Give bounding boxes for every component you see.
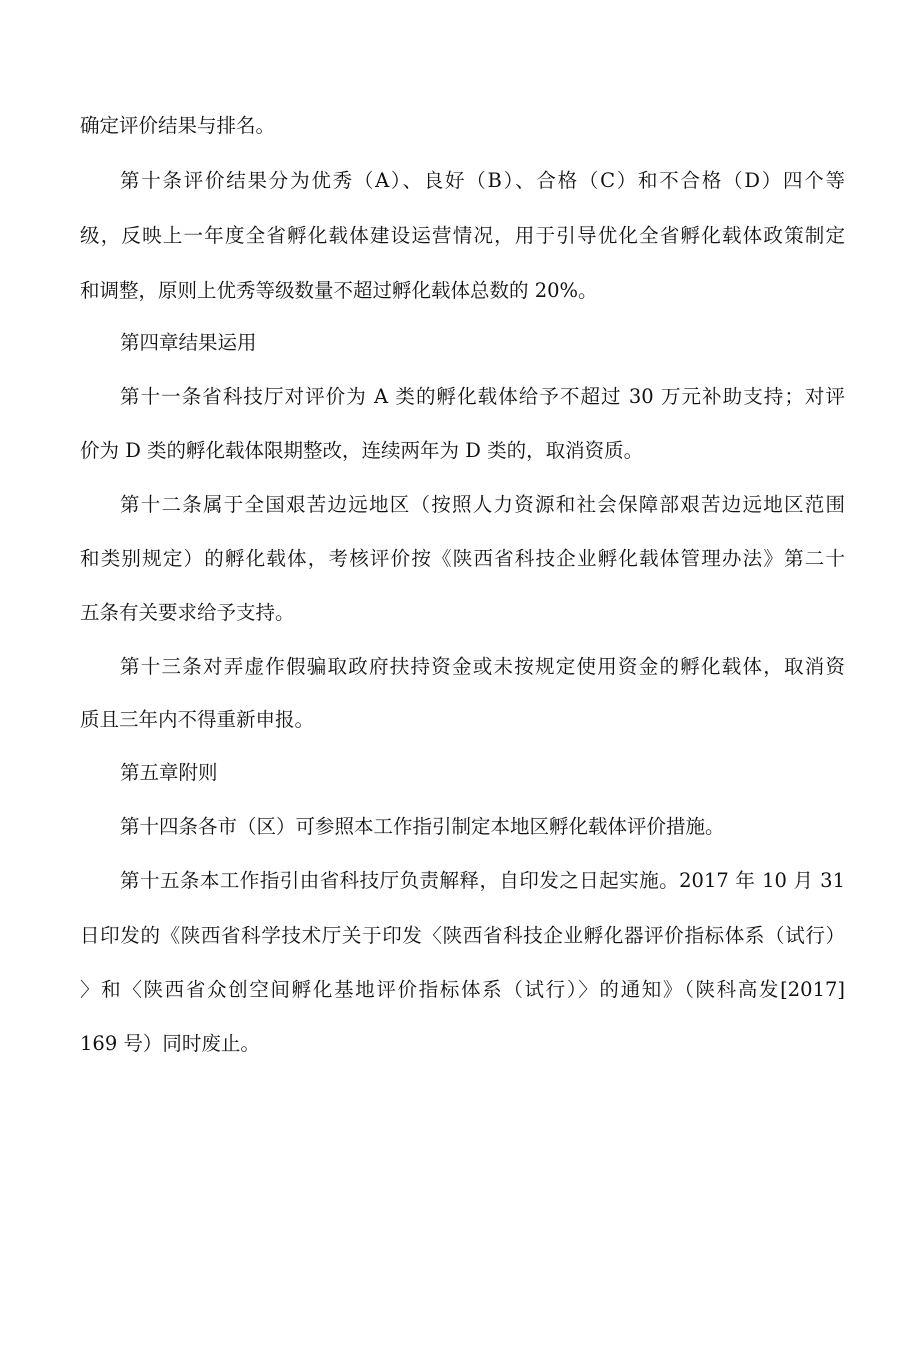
paragraph-line: 169 号）同时废止。: [80, 1032, 260, 1055]
paragraph-line: 第十三条对弄虚作假骗取政府扶持资金或未按规定使用资金的孵化载体，取消资: [120, 655, 845, 678]
paragraph-line: 质且三年内不得重新申报。: [80, 708, 315, 731]
paragraph-line: 日印发的《陕西省科学技术厅关于印发〈陕西省科技企业孵化器评价指标体系（试行）: [80, 924, 845, 947]
paragraph-line: 〉和〈陕西省众创空间孵化基地评价指标体系（试行）〉的通知》（陕科高发[2017]: [80, 978, 845, 1001]
paragraph-line: 五条有关要求给予支持。: [80, 601, 295, 624]
paragraph-line: 第十条评价结果分为优秀（A）、良好（B）、合格（C）和不合格（D）四个等: [120, 169, 845, 192]
paragraph-line: 价为 D 类的孵化载体限期整改，连续两年为 D 类的，取消资质。: [80, 439, 644, 462]
paragraph-line: 第十四条各市（区）可参照本工作指引制定本地区孵化载体评价措施。: [120, 815, 725, 838]
paragraph-line: 和调整，原则上优秀等级数量不超过孵化载体总数的 20%。: [80, 279, 598, 302]
paragraph-line: 第十一条省科技厅对评价为 A 类的孵化载体给予不超过 30 万元补助支持；对评: [120, 385, 845, 408]
paragraph-line: 和类别规定）的孵化载体，考核评价按《陕西省科技企业孵化载体管理办法》第二十: [80, 547, 845, 570]
paragraph-line: 确定评价结果与排名。: [80, 114, 276, 137]
paragraph-line: 级，反映上一年度全省孵化载体建设运营情况，用于引导优化全省孵化载体政策制定: [80, 224, 845, 247]
paragraph-line: 第十二条属于全国艰苦边远地区（按照人力资源和社会保障部艰苦边远地区范围: [120, 493, 845, 516]
chapter-heading: 第五章附则: [120, 761, 218, 784]
paragraph-line: 第十五条本工作指引由省科技厅负责解释，自印发之日起实施。2017 年 10 月 31: [120, 869, 845, 892]
chapter-heading: 第四章结果运用: [120, 331, 257, 354]
